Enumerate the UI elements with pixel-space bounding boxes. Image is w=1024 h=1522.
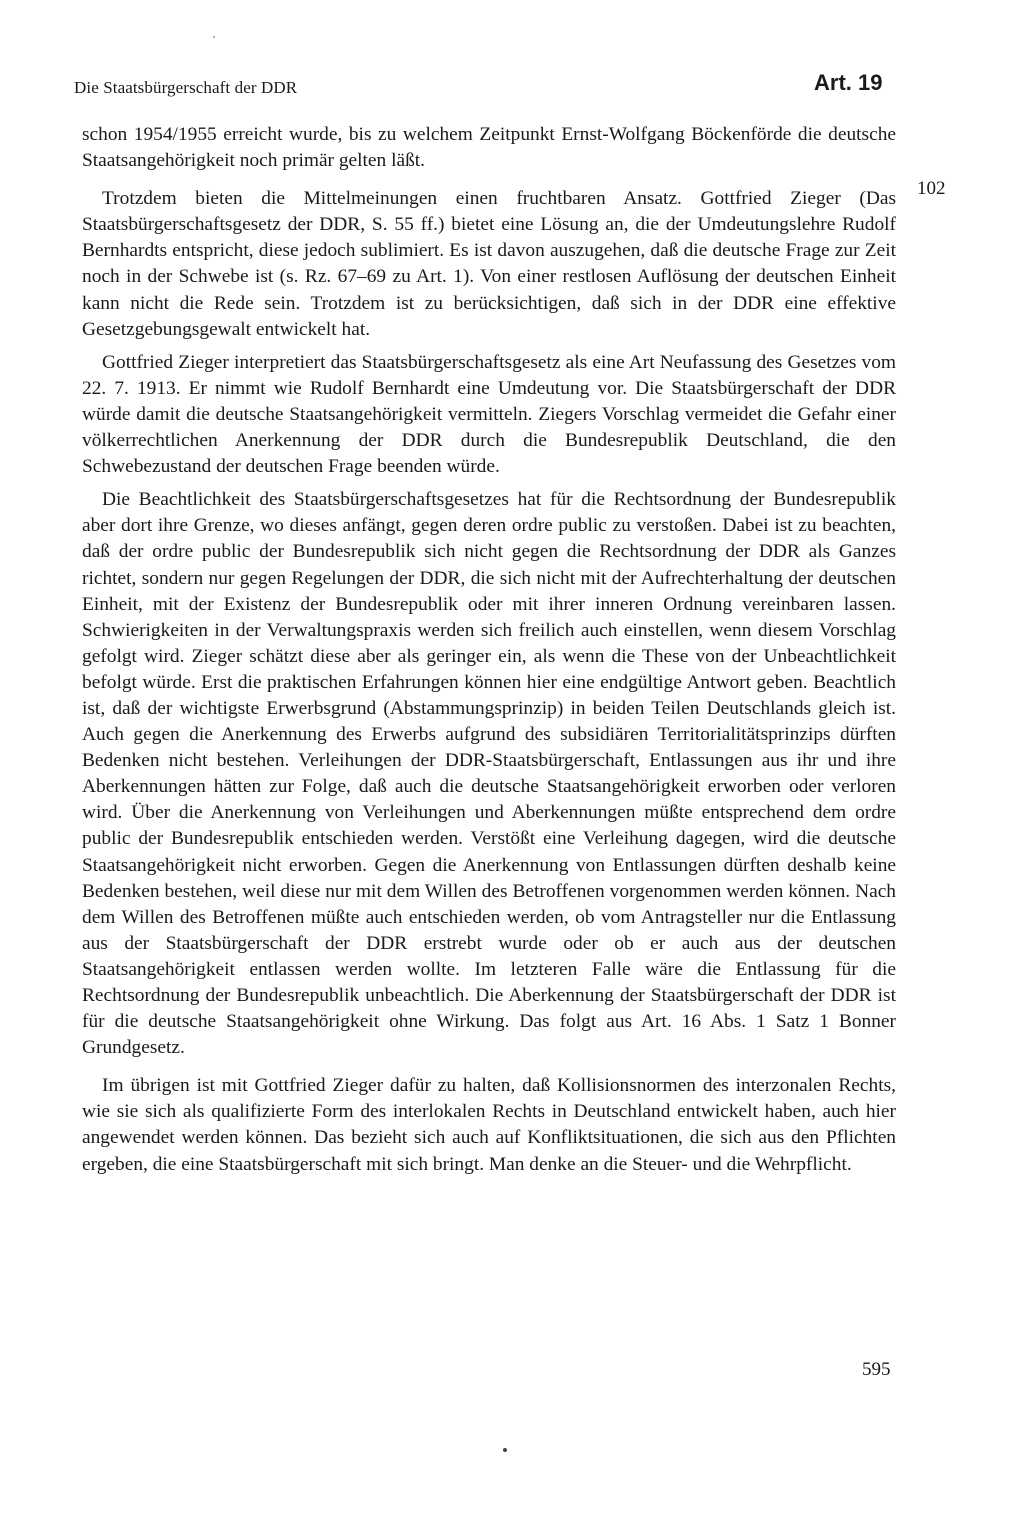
paragraph: Im übrigen ist mit Gottfried Zieger dafür zu halten, daß Kollisionsnormen des interzonalen Rechts, wie sie sich als qualifizierte Form des interlokalen Rechts in Deutschland entwickelt haben, auch hier angewendet werden können. Das bezieht sich auch auf Konfliktsituationen, die sich aus den Pflichten ergeben, die eine Staatsbürgerschaft mit sich bringt. Man denke an die Steuer- und die Wehrpflicht. — [82, 1075, 896, 1175]
article-label: Art. 19 — [814, 70, 883, 95]
paragraph: Die Beachtlichkeit des Staatsbürgerschaftsgesetzes hat für die Rechtsordnung der Bundesrepublik aber dort ihre Grenze, wo dieses anfängt, gegen deren ordre public zu verstoßen. Dabei ist zu beachten, daß der ordre public der Bundesrepublik sich nicht gegen die Rechtsordnung der DDR als Ganzes richtet, sondern nur gegen Regelungen der DDR, die sich nicht mit der Aufrechterhaltung der deutschen Einheit, mit der Existenz der Bundesrepublik oder mit ihrer inneren Ordnung vereinbaren lassen. Schwierigkeiten in der Verwaltungspraxis werden sich freilich auch einstellen, wenn diesem Vorschlag gefolgt wird. Zieger schätzt diese aber als geringer ein, als wenn die These von der Unbeachtlichkeit befolgt würde. Erst die praktischen Erfahrungen können hier eine endgültige Antwort geben. Beachtlich ist, daß der wichtigste Erwerbsgrund (Abstammungsprinzip) in beiden Teilen Deutschlands gleich ist. Auch gegen die Anerkennung des Erwerbs aufgrund des subsidiären Territorialitätsprinzips dürften Bedenken nicht bestehen. Verleihungen der DDR-Staatsbürgerschaft, Entlassungen aus ihr und ihre Aberkennungen hätten zur Folge, daß auch die deutsche Staatsangehörigkeit erworben oder verloren wird. Über die Anerkennung von Verleihungen und Aberkennungen müßte entsprechend dem ordre public der Bundesrepublik entschieden werden. Verstößt eine Verleihung dagegen, wird die deutsche Staatsangehörigkeit nicht erworben. Gegen die Anerkennung von Entlassungen dürften deshalb keine Bedenken bestehen, weil diese nur mit dem Willen des Betroffenen vorgenommen werden können. Nach dem Willen des Betroffenen müßte auch entschieden werden, ob vom Antragsteller nur die Entlassung aus der Staatsbürgerschaft der DDR erstrebt wurde oder ob er auch aus der deutschen Staatsangehörigkeit entlassen werden wollte. Im letzteren Falle wäre die Entlassung für die Rechtsordnung der Bundesrepublik unbeachtlich. Die Aberkennung der Staatsbürgerschaft der DDR ist für die deutsche Staatsangehörigkeit ohne Wirkung. Das folgt aus Art. 16 Abs. 1 Satz 1 Bonner Grundgesetz. — [82, 489, 896, 1059]
paragraph: Trotzdem bieten die Mittelmeinungen einen fruchtbaren Ansatz. Gottfried Zieger (Das Staatsbürgerschaftsgesetz der DDR, S. 55 ff.) bietet eine Lösung an, die der Umdeutungslehre Rudolf Bernhardts entspricht, diese jedoch sublimiert. Es ist davon auszugehen, daß die deutsche Frage zur Zeit noch in der Schwebe ist (s. Rz. 67–69 zu Art. 1). Von einer restlosen Auflösung der deutschen Einheit kann nicht die Rede sein. Trotzdem ist zu berücksichtigen, daß sich in der DDR eine effektive Gesetzgebungsgewalt entwickelt hat. — [82, 188, 896, 340]
page-number: 595 — [862, 1359, 891, 1380]
running-head: Die Staatsbürgerschaft der DDR — [74, 78, 298, 97]
paragraph: Gottfried Zieger interpretiert das Staatsbürgerschaftsgesetz als eine Art Neufassung des Gesetzes vom 22. 7. 1913. Er nimmt wie Rudolf Bernhardt eine Umdeutung vor. Die Staatsbürgerschaft der DDR würde damit die deutsche Staatsangehörigkeit vermitteln. Ziegers Vorschlag vermeidet die Gefahr einer völkerrechtlichen Anerkennung der DDR durch die Bundesrepublik Deutschland, die den Schwebezustand der deutschen Frage beenden würde. — [82, 351, 896, 478]
margin-number: 102 — [917, 178, 946, 199]
scan-speck — [213, 36, 215, 38]
body-text — [82, 122, 896, 1185]
paragraph-continuation: schon 1954/1955 erreicht wurde, bis zu welchem Zeitpunkt Ernst-Wolfgang Böckenförde die deutsche Staatsangehörigkeit noch primär gelten läßt. — [82, 124, 896, 172]
scan-speck — [503, 1448, 507, 1452]
